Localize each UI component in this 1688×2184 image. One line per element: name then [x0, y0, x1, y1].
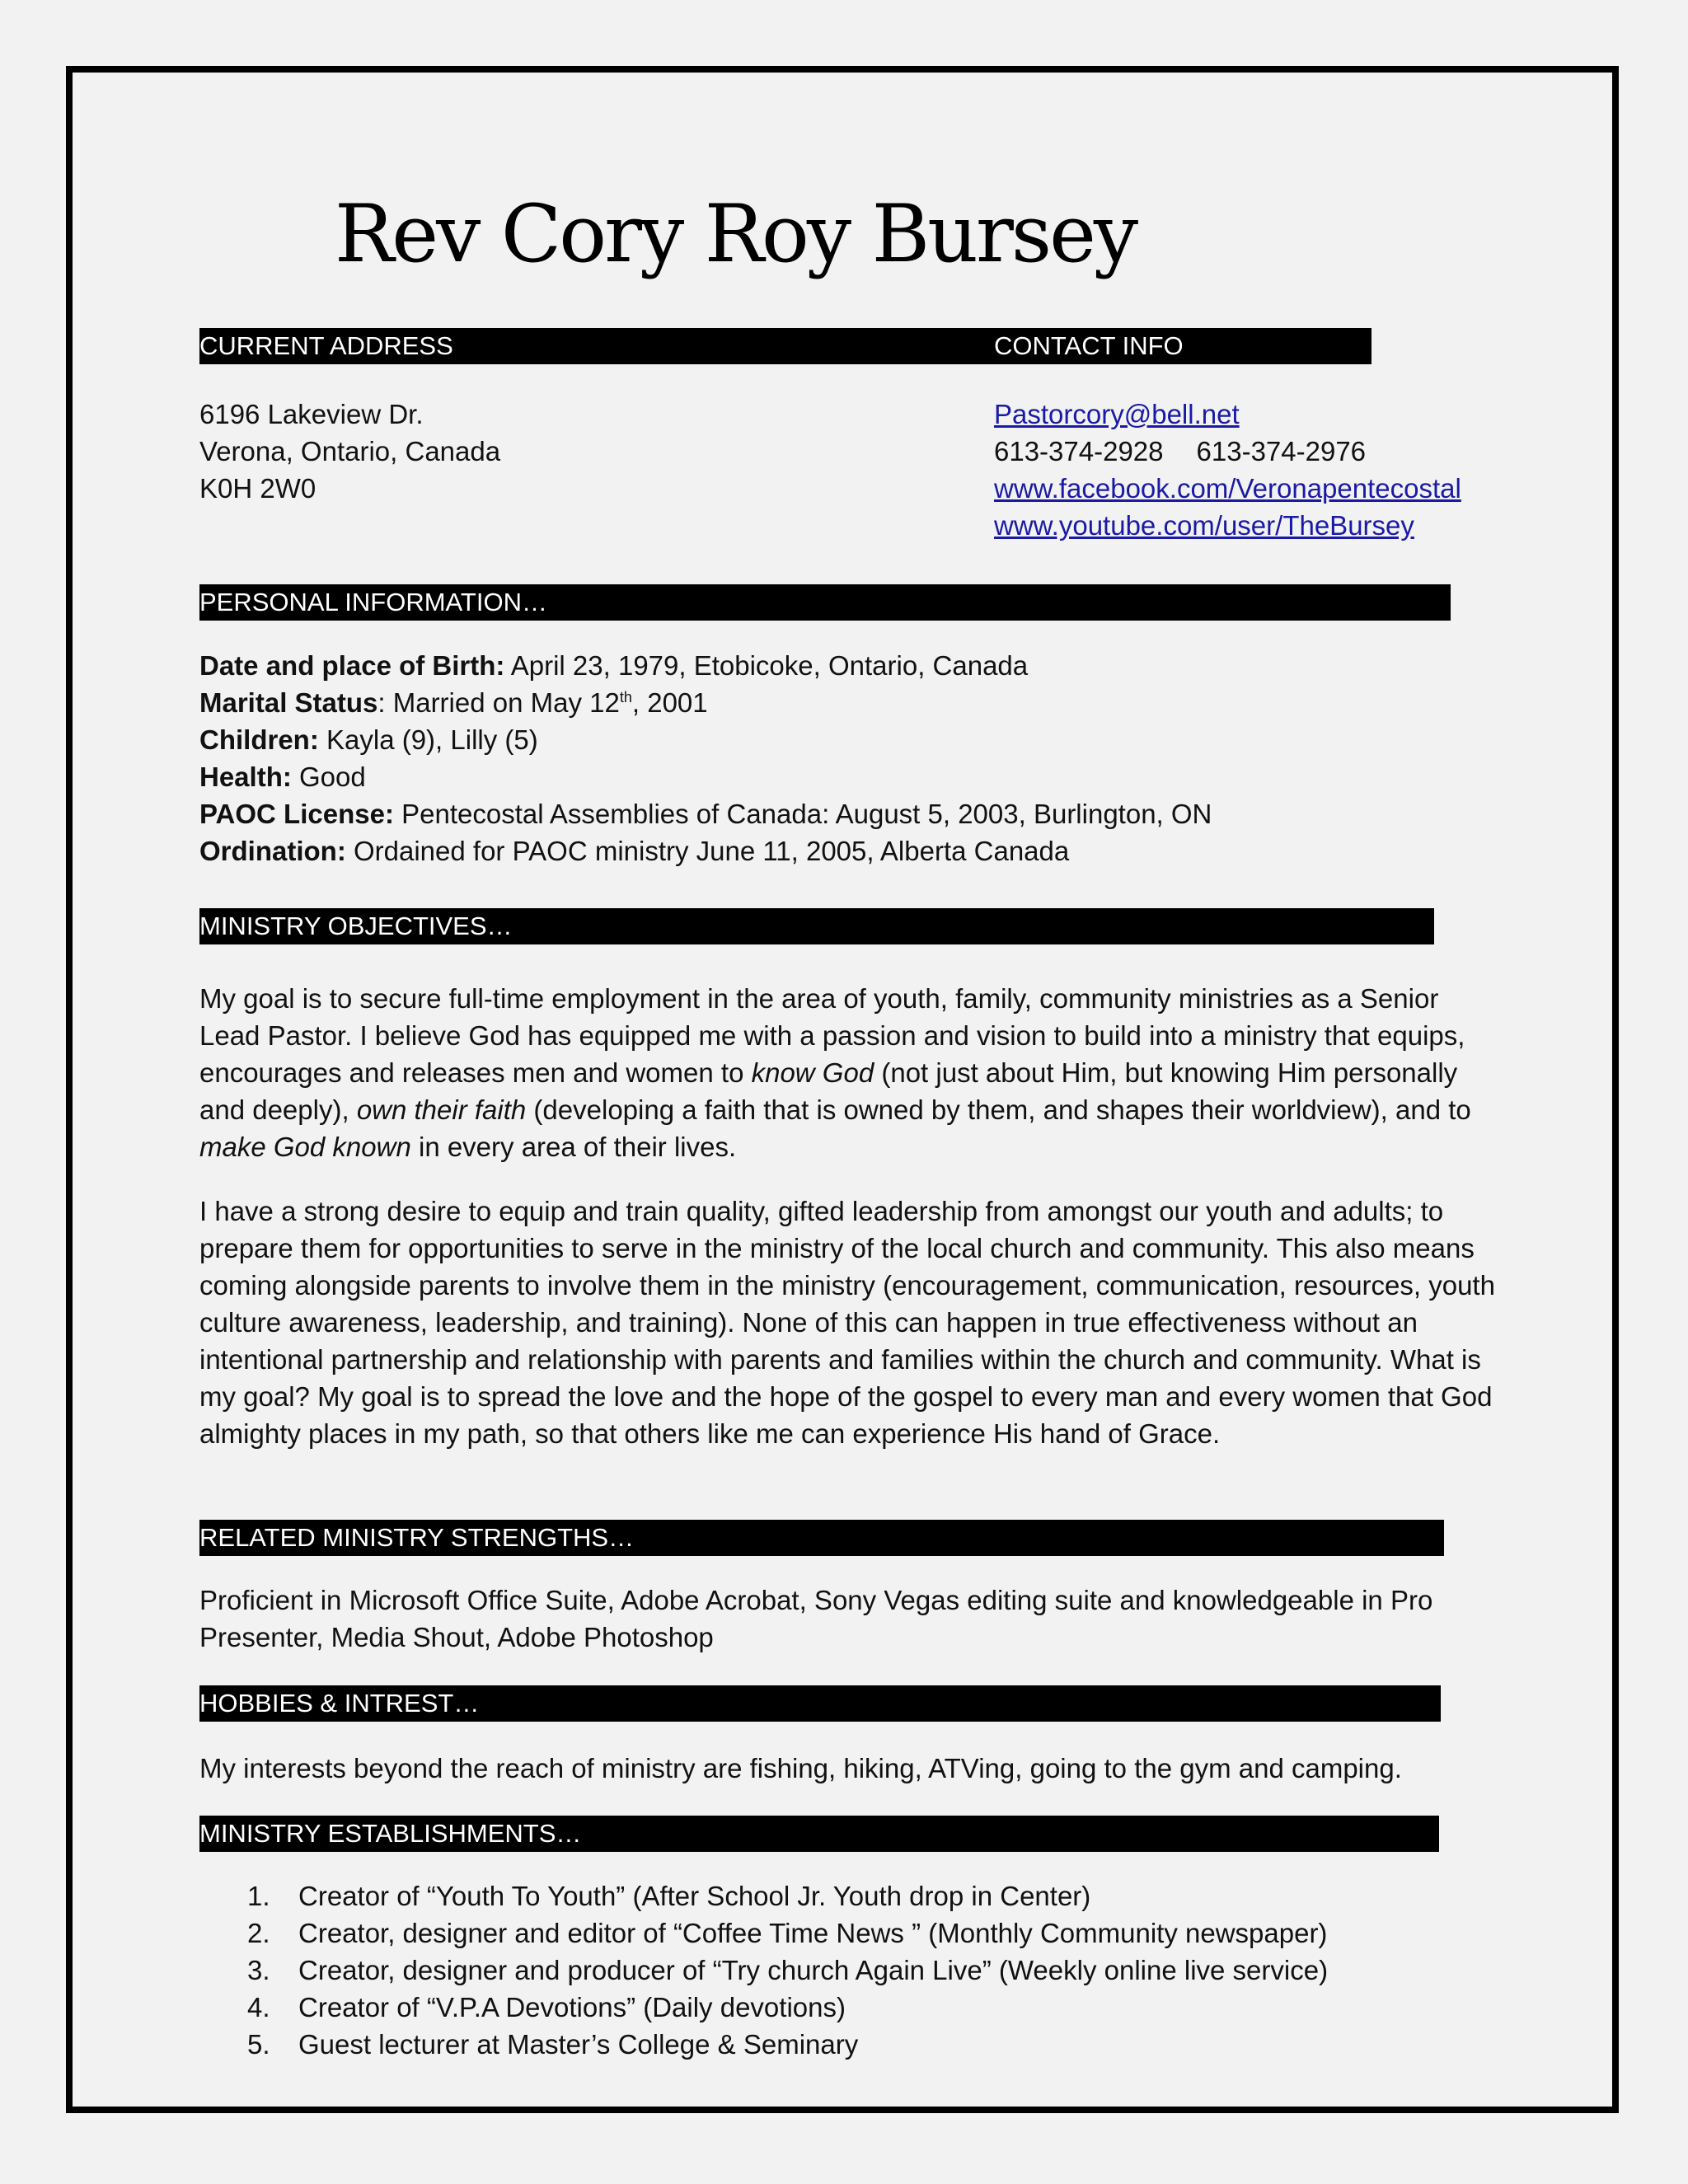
- marital-sup: th: [619, 689, 632, 705]
- ordination-value: Ordained for PAOC ministry June 11, 2005, Alberta Canada: [345, 836, 1070, 866]
- license-label: PAOC License:: [199, 799, 394, 829]
- birth-value: April 23, 1979, Etobicoke, Ontario, Canada: [504, 650, 1029, 681]
- list-item-text: Creator of “Youth To Youth” (After School Jr. Youth drop in Center): [298, 1881, 1091, 1911]
- list-item: [247, 1989, 1328, 2026]
- address-header: CURRENT ADDRESS: [199, 331, 453, 360]
- strengths-text: Proficient in Microsoft Office Suite, Adobe Acrobat, Sony Vegas editing suite and knowledgeable in Pro Presenter, Media Shout, Adobe Photoshop: [199, 1585, 1433, 1652]
- list-item-number: 3.: [247, 1955, 270, 1985]
- birth-row: [199, 647, 1028, 684]
- address-line-1: 6196 Lakeview Dr.: [199, 399, 424, 429]
- section-header-establishments: MINISTRY ESTABLISHMENTS…: [199, 1816, 1439, 1852]
- objectives-p2: I have a strong desire to equip and train quality, gifted leadership from amongst our youth and adults; to prepare them for opportunities to serve in the ministry of the local church and community. This also means coming alongside parents to involve them in the ministry (encouragement, communication, resources, youth culture awareness, leadership, and training). None of this can happen in true effectiveness without an intentional partnership and relationship with parents and families within the church and community. What is my goal? My goal is to spread the love and the hope of the gospel to every man and every women that God almighty places in my path, so that others like me can experience His hand of Grace.: [199, 1196, 1495, 1449]
- marital-row: [199, 684, 708, 721]
- section-header-hobbies: HOBBIES & INTREST…: [199, 1685, 1441, 1722]
- section-header-address-contact: [199, 328, 1372, 364]
- objectives-p1-a: My goal is to secure full-time employment in the area of youth, family, community ministries as a Senior Lead Pastor. I believe God has equipped me with a passion and vision to build into a ministry that equips, encourages and releases men and women to: [199, 983, 1465, 1088]
- address-line-2: Verona, Ontario, Canada: [199, 436, 501, 466]
- section-header-personal: PERSONAL INFORMATION…: [199, 584, 1451, 621]
- email-link[interactable]: Pastorcory@bell.net: [994, 399, 1240, 429]
- objectives-p1-em2: own their faith: [356, 1094, 527, 1125]
- license-row: [199, 795, 1212, 832]
- health-value: Good: [291, 762, 366, 792]
- list-item-text: Creator, designer and editor of “Coffee Time News ” (Monthly Community newspaper): [298, 1918, 1328, 1948]
- health-row: [199, 758, 366, 795]
- objectives-p1-c: (developing a faith that is owned by them, and shapes their worldview), and to: [526, 1094, 1471, 1125]
- objectives-paragraph-1: [199, 980, 1502, 1165]
- objectives-p1-b: (not just about Him, but knowing Him personally and deeply),: [199, 1057, 1458, 1125]
- list-item: [247, 2026, 1328, 2063]
- facebook-link[interactable]: www.facebook.com/Veronapentecostal: [994, 473, 1461, 504]
- list-item: [247, 1952, 1328, 1989]
- license-value: Pentecostal Assemblies of Canada: August 5, 2003, Burlington, ON: [393, 799, 1212, 829]
- phone-2: 613-374-2976: [1196, 436, 1367, 466]
- section-header-strengths: RELATED MINISTRY STRENGTHS…: [199, 1520, 1444, 1556]
- list-item-text: Creator, designer and producer of “Try church Again Live” (Weekly online live service): [298, 1955, 1329, 1985]
- objectives-paragraph-2: [199, 1193, 1502, 1452]
- list-item-text: Creator of “V.P.A Devotions” (Daily devotions): [298, 1992, 846, 2022]
- list-item-text: Guest lecturer at Master’s College & Seminary: [298, 2029, 859, 2060]
- list-item-number: 1.: [247, 1881, 270, 1911]
- section-header-objectives: MINISTRY OBJECTIVES…: [199, 908, 1434, 944]
- children-value: Kayla (9), Lilly (5): [318, 724, 538, 755]
- birth-label: Date and place of Birth:: [199, 650, 505, 681]
- objectives-p1-em3: make God known: [199, 1132, 411, 1162]
- establishments-list: [247, 1877, 1328, 2063]
- resume-name: Rev Cory Roy Bursey: [335, 188, 1137, 280]
- objectives-p1-em1: know God: [751, 1057, 874, 1088]
- hobbies-text: My interests beyond the reach of ministry are fishing, hiking, ATVing, going to the gym and camping.: [199, 1753, 1402, 1783]
- ordination-row: [199, 832, 1069, 869]
- phone-numbers: [994, 433, 1366, 470]
- marital-value-b: , 2001: [631, 687, 708, 718]
- youtube-link[interactable]: www.youtube.com/user/TheBursey: [994, 510, 1414, 541]
- children-row: [199, 721, 538, 758]
- marital-value-a: : Married on May 12: [377, 687, 620, 718]
- objectives-p1-d: in every area of their lives.: [410, 1132, 737, 1162]
- list-item-number: 4.: [247, 1992, 270, 2022]
- contact-header: CONTACT INFO: [994, 331, 1184, 360]
- marital-label: Marital Status: [199, 687, 378, 718]
- strengths-paragraph: [199, 1582, 1502, 1656]
- children-label: Children:: [199, 724, 319, 755]
- list-item-number: 2.: [247, 1918, 270, 1948]
- list-item: [247, 1877, 1328, 1915]
- health-label: Health:: [199, 762, 292, 792]
- ordination-label: Ordination:: [199, 836, 346, 866]
- list-item-number: 5.: [247, 2029, 270, 2060]
- phone-1: 613-374-2928: [994, 436, 1164, 466]
- list-item: [247, 1915, 1328, 1952]
- address-line-3: K0H 2W0: [199, 473, 316, 504]
